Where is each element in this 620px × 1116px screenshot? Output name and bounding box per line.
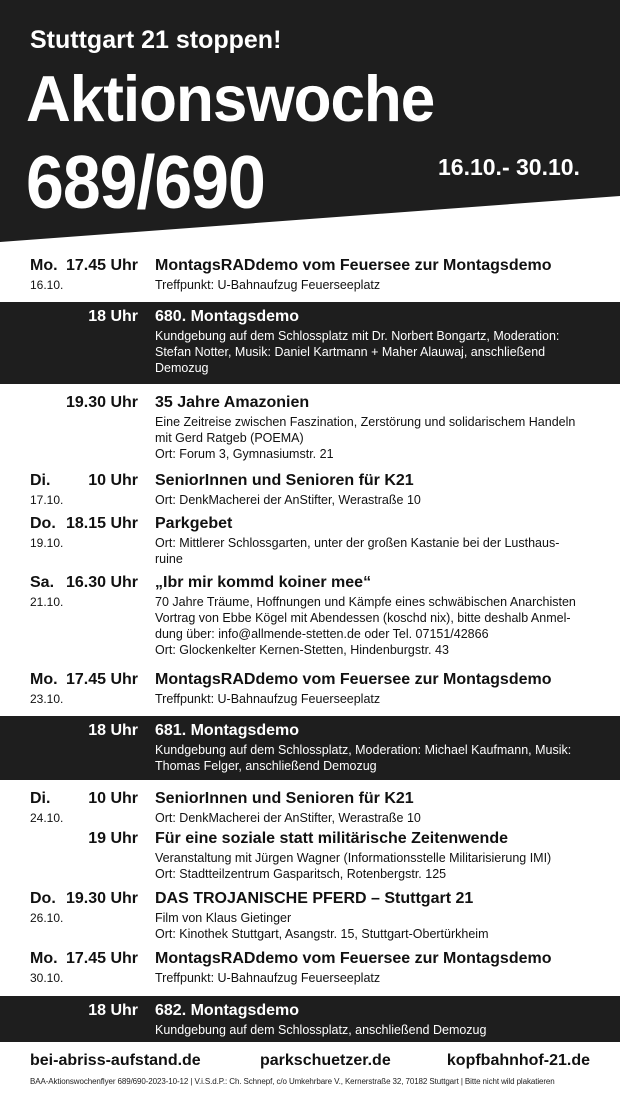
event-time: 10 Uhr [88, 472, 138, 489]
imprint: BAA-Aktionswochenflyer 689/690-2023-10-12 | V.i.S.d.P.: Ch. Schnepf, c/o Umkehrbare V., Kernerstraße 32, 70182 Stuttgart | Bitte nicht wild plakatieren [30, 1077, 555, 1086]
event-desc [155, 691, 595, 707]
event-desc-line: dung über: info@allmende-stetten.de oder Tel. 07151/42866 [155, 627, 489, 641]
event-desc-line: Demozug [155, 361, 209, 375]
event-row [0, 888, 620, 948]
footer-link-kopfbahnhof[interactable]: kopfbahnhof-21.de [446, 1052, 590, 1069]
event-time: 19.30 Uhr [65, 890, 138, 907]
event-date: 21.10. [30, 595, 64, 609]
event-date: 26.10. [30, 911, 64, 925]
event-desc-line: Treffpunkt: U-Bahnaufzug Feuerseeplatz [155, 971, 381, 985]
event-desc [155, 535, 595, 567]
event-desc [155, 328, 595, 376]
event-date: 19.10. [30, 536, 64, 550]
event-title: 680. Montagsdemo [155, 308, 300, 325]
event-row [0, 392, 620, 468]
event-desc-line: Kundgebung auf dem Schlossplatz, anschließend Demozug [155, 1023, 487, 1037]
event-desc-line: Vortrag von Ebbe Kögel mit Abendessen (koschd nix), bitte deshalb Anmel- [155, 611, 571, 625]
event-day: Do. [30, 890, 56, 907]
event-desc [155, 594, 595, 658]
event-desc-line: Kundgebung auf dem Schlossplatz mit Dr. Norbert Bongartz, Moderation: [155, 329, 560, 343]
event-title: SeniorInnen und Senioren für K21 [155, 472, 414, 489]
event-day: Do. [30, 515, 56, 532]
event-desc-line: Eine Zeitreise zwischen Faszination, Zerstörung und solidarischem Handeln [155, 415, 576, 429]
event-day: Di. [30, 472, 51, 489]
event-row [0, 828, 620, 888]
event-title: „Ibr mir kommd koiner mee“ [155, 574, 372, 591]
event-desc [155, 742, 595, 774]
event-desc [155, 910, 595, 942]
event-title: 681. Montagsdemo [155, 722, 300, 739]
event-desc [155, 850, 595, 882]
event-desc [155, 414, 595, 462]
header-kicker: Stuttgart 21 stoppen! [30, 26, 282, 54]
event-desc-line: Kundgebung auf dem Schlossplatz, Moderation: Michael Kaufmann, Musik: [155, 743, 572, 757]
event-time: 10 Uhr [88, 790, 138, 807]
event-desc-line: mit Gerd Ratgeb (POEMA) [155, 431, 304, 445]
event-title: MontagsRADdemo vom Feuersee zur Montagsdemo [155, 950, 552, 967]
event-date: 24.10. [30, 811, 64, 825]
event-day: Mo. [30, 671, 58, 688]
event-title: SeniorInnen und Senioren für K21 [155, 790, 414, 807]
header-banner [0, 0, 620, 245]
event-row-highlight [0, 716, 620, 780]
event-row [0, 255, 620, 295]
event-desc-line: Stefan Notter, Musik: Daniel Kartmann + Maher Alauwaj, anschließend [155, 345, 546, 359]
event-desc-line: Ort: Forum 3, Gymnasiumstr. 21 [155, 447, 334, 461]
event-row [0, 513, 620, 571]
event-row [0, 470, 620, 512]
event-row [0, 788, 620, 828]
event-row [0, 669, 620, 711]
event-date: 30.10. [30, 971, 64, 985]
event-time: 17.45 Uhr [65, 671, 138, 688]
event-desc [155, 492, 595, 508]
event-time: 19.30 Uhr [65, 394, 138, 411]
event-desc-line: Ort: DenkMacherei der AnStifter, Werastraße 10 [155, 811, 421, 825]
footer-link-bei-abriss[interactable]: bei-abriss-aufstand.de [30, 1052, 201, 1069]
event-row [0, 948, 620, 990]
event-desc [155, 1022, 595, 1038]
event-desc-line: Ort: Stadtteilzentrum Gasparitsch, Rotenbergstr. 125 [155, 867, 447, 881]
event-title: MontagsRADdemo vom Feuersee zur Montagsdemo [155, 671, 552, 688]
event-desc-line: Ort: Kinothek Stuttgart, Asangstr. 15, Stuttgart-Obertürkheim [155, 927, 489, 941]
event-title: 682. Montagsdemo [155, 1002, 300, 1019]
event-desc-line: Ort: DenkMacherei der AnStifter, Werastraße 10 [155, 493, 421, 507]
event-desc [155, 970, 595, 986]
date-range: 16.10.- 30.10. [438, 154, 580, 180]
event-desc-line: Treffpunkt: U-Bahnaufzug Feuerseeplatz [155, 278, 381, 292]
page-title: Aktionswoche [26, 63, 435, 136]
event-row-highlight [0, 302, 620, 384]
event-time: 18 Uhr [88, 722, 138, 739]
event-title: MontagsRADdemo vom Feuersee zur Montagsdemo [155, 257, 552, 274]
event-desc-line: 70 Jahre Träume, Hoffnungen und Kämpfe eines schwäbischen Anarchisten [155, 595, 576, 609]
event-title: Parkgebet [155, 515, 233, 532]
event-desc [155, 810, 595, 826]
event-time: 17.45 Uhr [65, 950, 138, 967]
event-time: 16.30 Uhr [65, 574, 138, 591]
event-day: Di. [30, 790, 51, 807]
event-day: Sa. [30, 574, 55, 591]
event-row [0, 572, 620, 668]
week-number: 689/690 [26, 141, 265, 225]
event-time: 17.45 Uhr [65, 257, 138, 274]
event-title: 35 Jahre Amazonien [155, 394, 310, 411]
event-desc-line: Film von Klaus Gietinger [155, 911, 292, 925]
event-time: 18.15 Uhr [65, 515, 138, 532]
event-date: 16.10. [30, 278, 64, 292]
event-desc-line: Ort: Mittlerer Schlossgarten, unter der großen Kastanie bei der Lusthaus- [155, 536, 560, 550]
event-title: Für eine soziale statt militärische Zeitenwende [155, 830, 508, 847]
event-row-highlight [0, 996, 620, 1042]
event-day: Mo. [30, 257, 58, 274]
event-date: 17.10. [30, 493, 64, 507]
event-time: 18 Uhr [88, 308, 138, 325]
event-desc-line: Ort: Glockenkelter Kernen-Stetten, Hindenburgstr. 43 [155, 643, 449, 657]
event-title: DAS TROJANISCHE PFERD – Stuttgart 21 [155, 890, 474, 907]
event-desc-line: ruine [155, 552, 183, 566]
event-time: 19 Uhr [88, 830, 138, 847]
footer-link-parkschuetzer[interactable]: parkschuetzer.de [260, 1052, 391, 1069]
event-date: 23.10. [30, 692, 64, 706]
event-desc-line: Treffpunkt: U-Bahnaufzug Feuerseeplatz [155, 692, 381, 706]
event-day: Mo. [30, 950, 58, 967]
event-desc-line: Thomas Felger, anschließend Demozug [155, 759, 377, 773]
event-desc-line: Veranstaltung mit Jürgen Wagner (Informationsstelle Militarisierung IMI) [155, 851, 552, 865]
event-desc [155, 277, 595, 293]
event-time: 18 Uhr [88, 1002, 138, 1019]
